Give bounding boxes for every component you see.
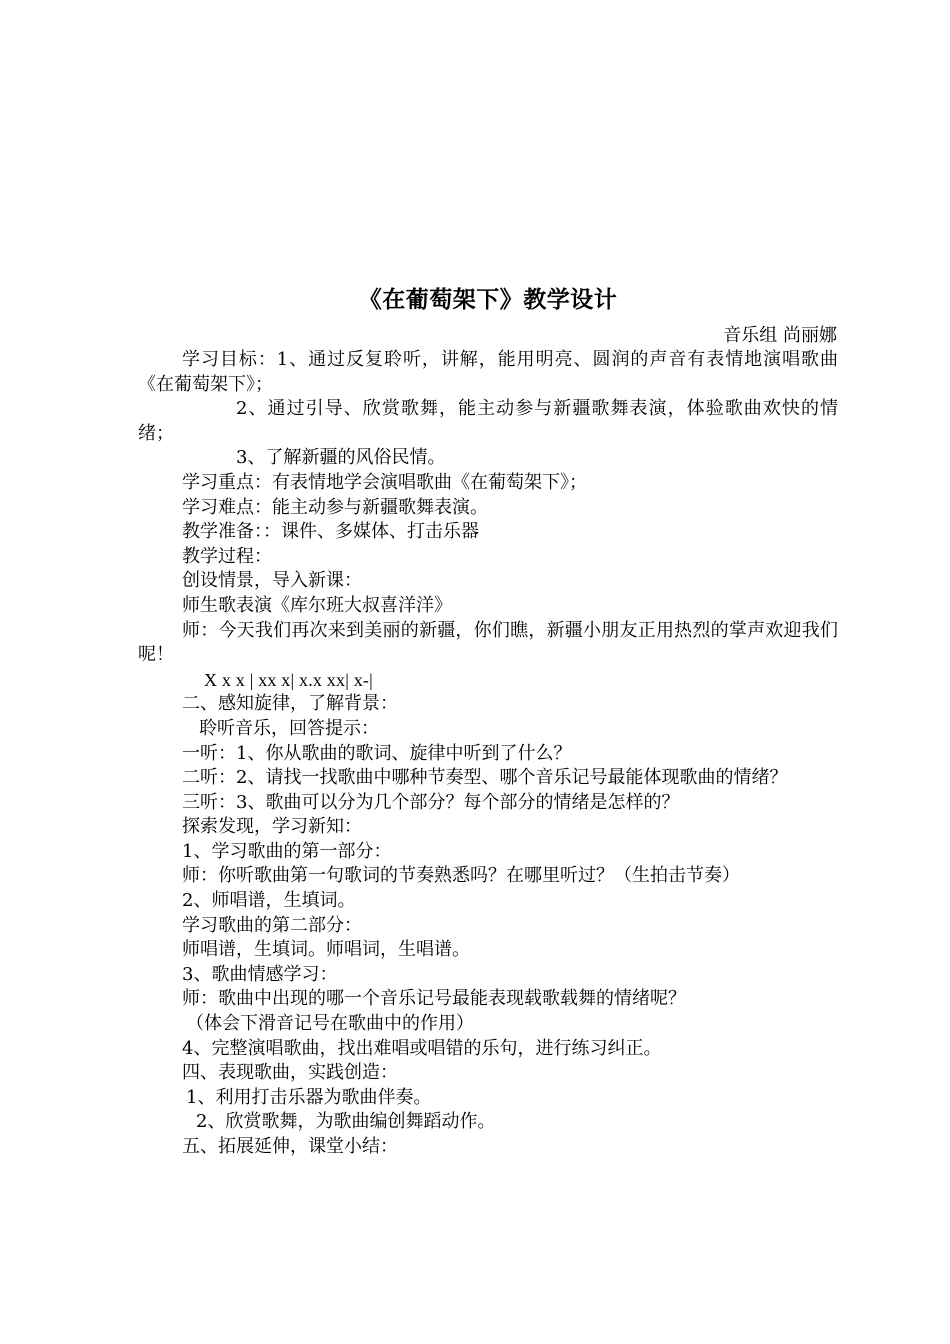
paragraph-full-performance: 4、完整演唱歌曲，找出难唱或唱错的乐句，进行练习纠正。	[182, 1037, 662, 1059]
paragraph-teacher-intro: 师：今天我们再次来到美丽的新疆，你们瞧，新疆小朋友正用热烈的掌声欢迎我们呢！	[138, 619, 838, 666]
paragraph-section-5: 五、拓展延伸，课堂小结：	[182, 1136, 398, 1157]
paragraph-listen-3: 三听：3、歌曲可以分为几个部分？每个部分的情绪是怎样的？	[182, 791, 680, 813]
document-title: 《在葡萄架下》教学设计	[358, 287, 618, 313]
paragraph-emotion-learning: 3、歌曲情感学习：	[182, 963, 338, 985]
paragraph-listen-1: 一听：1、你从歌曲的歌词、旋律中听到了什么？	[182, 742, 572, 764]
paragraph-percussion: 1、利用打击乐器为歌曲伴奏。	[186, 1086, 432, 1108]
paragraph-section-4: 四、表现歌曲，实践创造：	[182, 1062, 398, 1084]
paragraph-listen-2: 二听：2、请找一找歌曲中哪种节奏型、哪个音乐记号最能体现歌曲的情绪？	[182, 767, 788, 789]
author-line: 音乐组 尚丽娜	[723, 325, 837, 346]
paragraph-preparation: 教学准备：：课件、多媒体、打击乐器	[182, 521, 479, 543]
paragraph-dance: 2、欣赏歌舞，为歌曲编创舞蹈动作。	[196, 1111, 496, 1133]
paragraph-section-1: 创设情景，导入新课：	[182, 570, 362, 592]
paragraph-key-point: 学习重点：有表情地学会演唱歌曲《在葡萄架下》；	[182, 471, 587, 493]
paragraph-section-2: 二、感知旋律，了解背景：	[182, 693, 398, 715]
paragraph-rhythm-question: 师：你听歌曲第一句歌词的节奏熟悉吗？在哪里听过？（生拍击节奏）	[182, 865, 740, 887]
paragraph-difficulty: 学习难点：能主动参与新疆歌舞表演。	[182, 496, 488, 518]
paragraph-objective-1: 学习目标：1、通过反复聆听，讲解，能用明亮、圆润的声音有表情地演唱歌曲《在葡萄架下》；	[138, 349, 838, 395]
paragraph-song-performance: 师生歌表演《库尔班大叔喜洋洋》	[182, 594, 452, 616]
paragraph-listen-prompt: 聆听音乐，回答提示：	[199, 717, 379, 739]
rhythm-notation: X x x | xx x| x.x xx| x-|	[204, 669, 373, 690]
paragraph-objective-2: 2、通过引导、欣赏歌舞，能主动参与新疆歌舞表演，体验歌曲欢快的情绪；	[138, 398, 838, 444]
paragraph-learn-part-2: 学习歌曲的第二部分：	[182, 914, 362, 936]
paragraph-objective-3: 3、了解新疆的风俗民情。	[236, 447, 446, 469]
paragraph-emotion-question: 师：歌曲中出现的哪一个音乐记号最能表现载歌载舞的情绪呢？	[182, 988, 686, 1010]
paragraph-sing-notes: 2、师唱谱，生填词。	[182, 890, 356, 912]
document-body	[138, 348, 838, 1160]
paragraph-learn-part-1: 1、学习歌曲的第一部分：	[182, 840, 392, 862]
paragraph-process-heading: 教学过程：	[182, 545, 272, 567]
paragraph-sing-lyrics: 师唱谱，生填词。师唱词，生唱谱。	[182, 939, 470, 961]
paragraph-section-3: 探索发现，学习新知：	[182, 816, 362, 838]
paragraph-glissando-note: （体会下滑音记号在歌曲中的作用）	[186, 1013, 474, 1035]
